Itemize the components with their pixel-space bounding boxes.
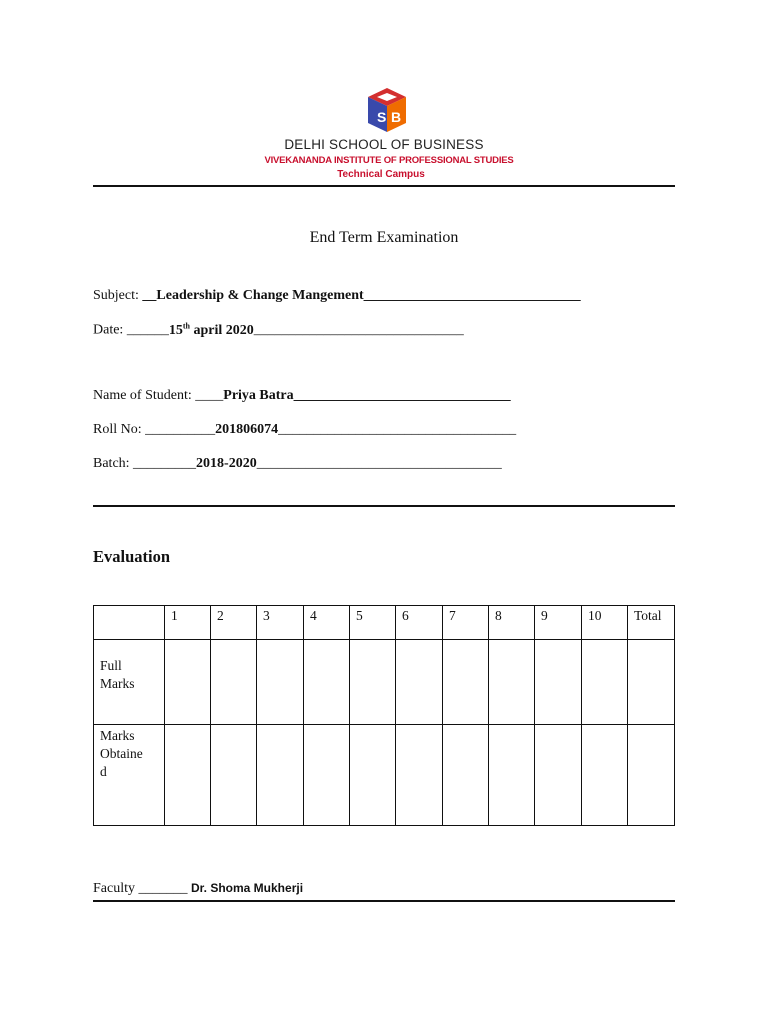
date-day-suffix: th — [182, 321, 190, 330]
marks-obtained-cell-9[interactable] — [535, 725, 582, 826]
full-marks-cell-7[interactable] — [443, 640, 489, 725]
table-header-cell: 5 — [350, 606, 396, 640]
table-header-cell: 1 — [165, 606, 211, 640]
table-row-marks-obtained — [94, 725, 675, 826]
marks-obtained-cell-2[interactable] — [211, 725, 257, 826]
table-header-cell: 10 — [582, 606, 628, 640]
student-name-value: Priya Batra — [223, 388, 294, 403]
marks-obtained-cell-5[interactable] — [350, 725, 396, 826]
row-label-marks-obtained: Marks Obtaine d — [94, 725, 165, 826]
table-header-cell: 6 — [396, 606, 443, 640]
table-header-cell — [94, 606, 165, 640]
marks-obtained-cell-4[interactable] — [304, 725, 350, 826]
subject-prefix: __ — [142, 288, 157, 303]
table-header-cell: Total — [628, 606, 675, 640]
date-value: april 2020 — [189, 322, 254, 338]
table-header-cell: 3 — [257, 606, 304, 640]
table-header-cell: 4 — [304, 606, 350, 640]
row-label-full-marks: Full Marks — [94, 640, 165, 725]
full-marks-cell-3[interactable] — [257, 640, 304, 725]
details-divider — [93, 505, 675, 507]
batch-field — [93, 456, 502, 472]
subject-value: Leadership & Change Mangement — [156, 288, 364, 303]
school-logo — [364, 86, 410, 136]
full-marks-cell-10[interactable] — [582, 640, 628, 725]
subject-underline: _______________________________ — [363, 288, 581, 303]
marks-obtained-cell-6[interactable] — [396, 725, 443, 826]
roll-no-field — [93, 422, 516, 438]
table-header-cell: 8 — [489, 606, 535, 640]
roll-no-value: 201806074 — [215, 422, 279, 437]
subject-field — [93, 288, 581, 304]
table-header-row — [94, 606, 675, 640]
header-divider — [93, 185, 675, 187]
marks-obtained-cell-10[interactable] — [582, 725, 628, 826]
faculty-name: Dr. Shoma Mukherji — [191, 881, 304, 895]
faculty-field — [93, 881, 303, 897]
batch-underline: ___________________________________ — [256, 456, 502, 471]
table-header-cell: 7 — [443, 606, 489, 640]
date-day: 15 — [168, 322, 183, 338]
full-marks-cell-5[interactable] — [350, 640, 396, 725]
date-underline: ______________________________ — [253, 322, 464, 338]
full-marks-cell-6[interactable] — [396, 640, 443, 725]
batch-prefix: _________ — [133, 456, 197, 471]
school-name: DELHI SCHOOL OF BUSINESS — [284, 137, 484, 152]
full-marks-cell-1[interactable] — [165, 640, 211, 725]
roll-no-underline: __________________________________ — [278, 422, 517, 437]
svg-text:B: B — [391, 109, 402, 125]
faculty-underline: _______ — [138, 881, 188, 896]
batch-label: Batch: — [93, 456, 130, 471]
roll-no-label: Roll No: — [93, 422, 142, 437]
date-field — [93, 321, 464, 339]
marks-obtained-cell-8[interactable] — [489, 725, 535, 826]
footer-divider — [93, 900, 675, 902]
date-label: Date: — [93, 322, 124, 338]
institute-name: VIVEKANANDA INSTITUTE OF PROFESSIONAL STUDIES — [264, 155, 514, 166]
evaluation-table — [93, 605, 675, 826]
marks-obtained-cell-total[interactable] — [628, 725, 675, 826]
exam-title: End Term Examination — [309, 229, 459, 246]
full-marks-cell-2[interactable] — [211, 640, 257, 725]
table-header-cell: 9 — [535, 606, 582, 640]
table-row-full-marks — [94, 640, 675, 725]
table-header-cell: 2 — [211, 606, 257, 640]
evaluation-heading: Evaluation — [93, 547, 171, 566]
date-prefix: ______ — [126, 322, 169, 338]
full-marks-cell-4[interactable] — [304, 640, 350, 725]
campus-name: Technical Campus — [337, 169, 425, 180]
student-name-prefix: ____ — [195, 388, 224, 403]
student-name-label: Name of Student: — [93, 388, 192, 403]
marks-obtained-cell-7[interactable] — [443, 725, 489, 826]
full-marks-cell-total[interactable] — [628, 640, 675, 725]
student-name-field — [93, 388, 511, 404]
marks-obtained-cell-3[interactable] — [257, 725, 304, 826]
subject-label: Subject: — [93, 288, 139, 303]
marks-obtained-cell-1[interactable] — [165, 725, 211, 826]
svg-text:S: S — [377, 109, 387, 125]
student-name-underline: _______________________________ — [293, 388, 511, 403]
full-marks-cell-8[interactable] — [489, 640, 535, 725]
batch-value: 2018-2020 — [196, 456, 257, 471]
faculty-label: Faculty — [93, 881, 135, 896]
full-marks-cell-9[interactable] — [535, 640, 582, 725]
roll-no-prefix: __________ — [145, 422, 216, 437]
